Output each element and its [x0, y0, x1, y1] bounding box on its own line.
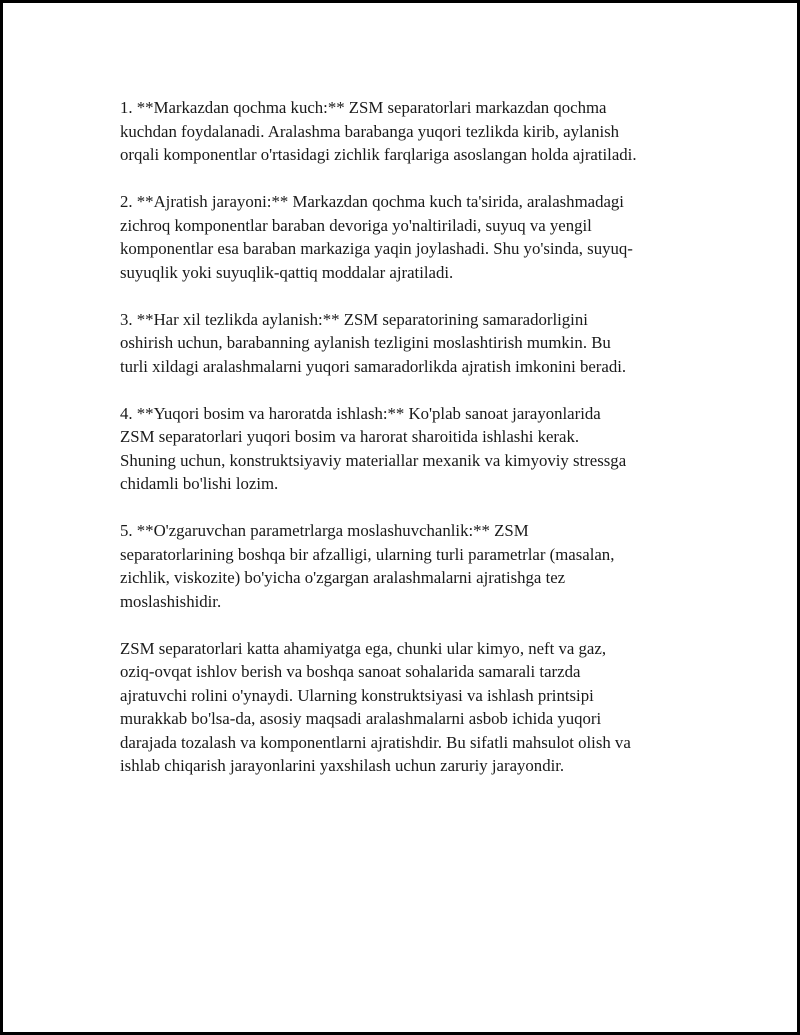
paragraph-markazdan-qochma-kuch: 1. **Markazdan qochma kuch:** ZSM separatorlari markazdan qochma kuchdan foydalanadi. Aralashma barabanga yuqori tezlikda kirib, aylanish orqali komponentlar o'rtasidagi zichlik farqlariga asoslangan holda ajratiladi.	[120, 98, 637, 164]
paragraph-ozgaruvchan-parametrlar: 5. **O'zgaruvchan parametrlarga moslashuvchanlik:** ZSM separatorlarining boshqa bir afzalligi, ularning turli parametrlar (masalan, zichlik, viskozite) bo'yicha o'zgargan aralashmalarni ajratishga tez moslashishidir.	[120, 521, 615, 611]
paragraph-har-xil-tezlikda-aylanish: 3. **Har xil tezlikda aylanish:** ZSM separatorining samaradorligini oshirish uchun, barabanning aylanish tezligini moslashtirish mumkin. Bu turli xildagi aralashmalarni yuqori samaradorlikda ajratish imkonini beradi.	[120, 309, 627, 376]
paragraph-conclusion: ZSM separatorlari katta ahamiyatga ega, chunki ular kimyo, neft va gaz, oziq-ovqat ishlov berish va boshqa sanoat sohalarida samarali tarzda ajratuvchi rolini o'ynaydi. Ularning konstruktsiyasi va ishlash printsipi murakkab bo'lsa-da, asosiy maqsadi aralashmalarni asbob ichida yuqori darajada tozalash va komponentlarni ajratishdir. Bu sifatli mahsulot olish va ishlab chiqarish jarayonlarini yaxshilash uchun zaruriy jarayondir.	[120, 638, 631, 775]
paragraph-ajratish-jarayoni: 2. **Ajratish jarayoni:** Markazdan qochma kuch ta'sirida, aralashmadagi zichroq komponentlar baraban devoriga yo'naltiriladi, suyuq va yengil komponentlar esa baraban markaziga yaqin joylashadi. Shu yo'sinda, suyuq- suyuqlik yoki suyuqlik-qattiq moddalar ajratiladi.	[120, 192, 633, 282]
paragraph-yuqori-bosim-va-harorat: 4. **Yuqori bosim va haroratda ishlash:** Ko'plab sanoat jarayonlarida ZSM separatorlari yuqori bosim va harorat sharoitida ishlashi kerak. Shuning uchun, konstruktsiyaviy materiallar mexanik va kimyoviy stressga chidamli bo'lishi lozim.	[120, 403, 627, 493]
document-body	[120, 96, 705, 778]
